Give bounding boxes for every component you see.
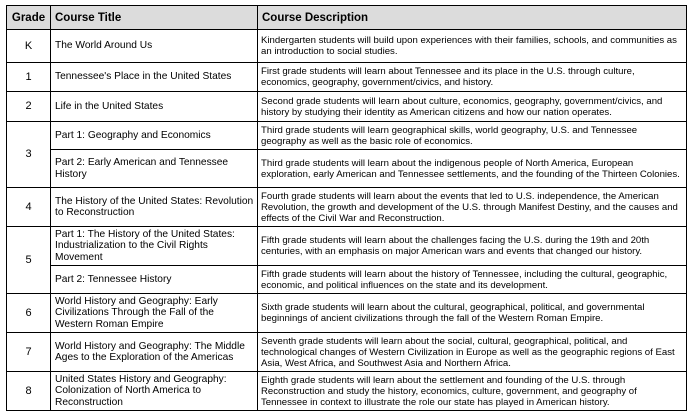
course-title-cell: Part 2: Tennessee History: [51, 266, 258, 294]
course-title-cell: World History and Geography: Early Civilizations Through the Fall of the Western Roman Empire: [51, 294, 258, 333]
table-row: [7, 63, 687, 92]
course-description-cell: Third grade students will learn about the indigenous people of North America, European exploration, early American and Tennessee settlements, and the founding of the Thirteen Colonies.: [258, 150, 687, 188]
grade-cell: 5: [7, 227, 51, 294]
table-row: [7, 150, 687, 188]
course-description-cell: Sixth grade students will learn about the cultural, geographical, political, and governmental beginnings of ancient civilizations through the fall of the Western Roman Empire.: [258, 294, 687, 333]
grade-cell: 7: [7, 333, 51, 372]
table-row: [7, 372, 687, 411]
course-description-cell: Fifth grade students will learn about the challenges facing the U.S. during the 19th and 20th centuries, with an emphasis on major American wars and events that changed our history.: [258, 227, 687, 266]
table-row: [7, 92, 687, 122]
table-row: [7, 188, 687, 227]
grade-cell: 4: [7, 188, 51, 227]
course-description-cell: Eighth grade students will learn about the settlement and founding of the U.S. through Reconstruction and study the history, economics, culture, government, and geography of Tennessee in context to illustrate the role our state has played in American history.: [258, 372, 687, 411]
course-title-cell: Part 2: Early American and Tennessee History: [51, 150, 258, 188]
grade-cell: 6: [7, 294, 51, 333]
table-row: [7, 122, 687, 150]
course-description-cell: First grade students will learn about Tennessee and its place in the U.S. through culture, economics, geography, government/civics, and history.: [258, 63, 687, 92]
table-row: [7, 266, 687, 294]
course-description-cell: Second grade students will learn about culture, economics, geography, government/civics, and history by studying their identity as American citizens and how our nation operates.: [258, 92, 687, 122]
course-description-cell: Kindergarten students will build upon experiences with their families, schools, and communities as an introduction to social studies.: [258, 30, 687, 63]
course-title-cell: Part 1: Geography and Economics: [51, 122, 258, 150]
course-description-cell: Fifth grade students will learn about the history of Tennessee, including the cultural, geographic, economic, and political influences on the state and its development.: [258, 266, 687, 294]
header-row: [7, 6, 687, 30]
course-table: [6, 5, 687, 411]
course-title-cell: The History of the United States: Revolution to Reconstruction: [51, 188, 258, 227]
table-row: [7, 333, 687, 372]
grade-cell: K: [7, 30, 51, 63]
grade-cell: 8: [7, 372, 51, 411]
course-title-cell: Tennessee's Place in the United States: [51, 63, 258, 92]
course-description-cell: Fourth grade students will learn about the events that led to U.S. independence, the American Revolution, the growth and development of the U.S. through Manifest Destiny, and the causes and effects of the Civil War and Reconstruction.: [258, 188, 687, 227]
grade-cell: 2: [7, 92, 51, 122]
grade-cell: 1: [7, 63, 51, 92]
course-title-column-header: Course Title: [51, 6, 258, 30]
course-description-cell: Seventh grade students will learn about the social, cultural, geographical, political, and technological changes of Western Civilization in Europe as well as the geographic regions of East Asia, West Africa, and Southwest Asia and Northern Africa.: [258, 333, 687, 372]
course-title-cell: Life in the United States: [51, 92, 258, 122]
course-description-cell: Third grade students will learn geographical skills, world geography, U.S. and Tennessee geography as well as the basic role of economics.: [258, 122, 687, 150]
course-title-cell: Part 1: The History of the United States: Industrialization to the Civil Rights Movement: [51, 227, 258, 266]
grade-column-header: Grade: [7, 6, 51, 30]
grade-cell: 3: [7, 122, 51, 188]
course-title-cell: United States History and Geography: Colonization of North America to Reconstruction: [51, 372, 258, 411]
table-row: [7, 227, 687, 266]
course-title-cell: World History and Geography: The Middle Ages to the Exploration of the Americas: [51, 333, 258, 372]
table-row: [7, 30, 687, 63]
course-description-column-header: Course Description: [258, 6, 687, 30]
table-row: [7, 294, 687, 333]
course-title-cell: The World Around Us: [51, 30, 258, 63]
